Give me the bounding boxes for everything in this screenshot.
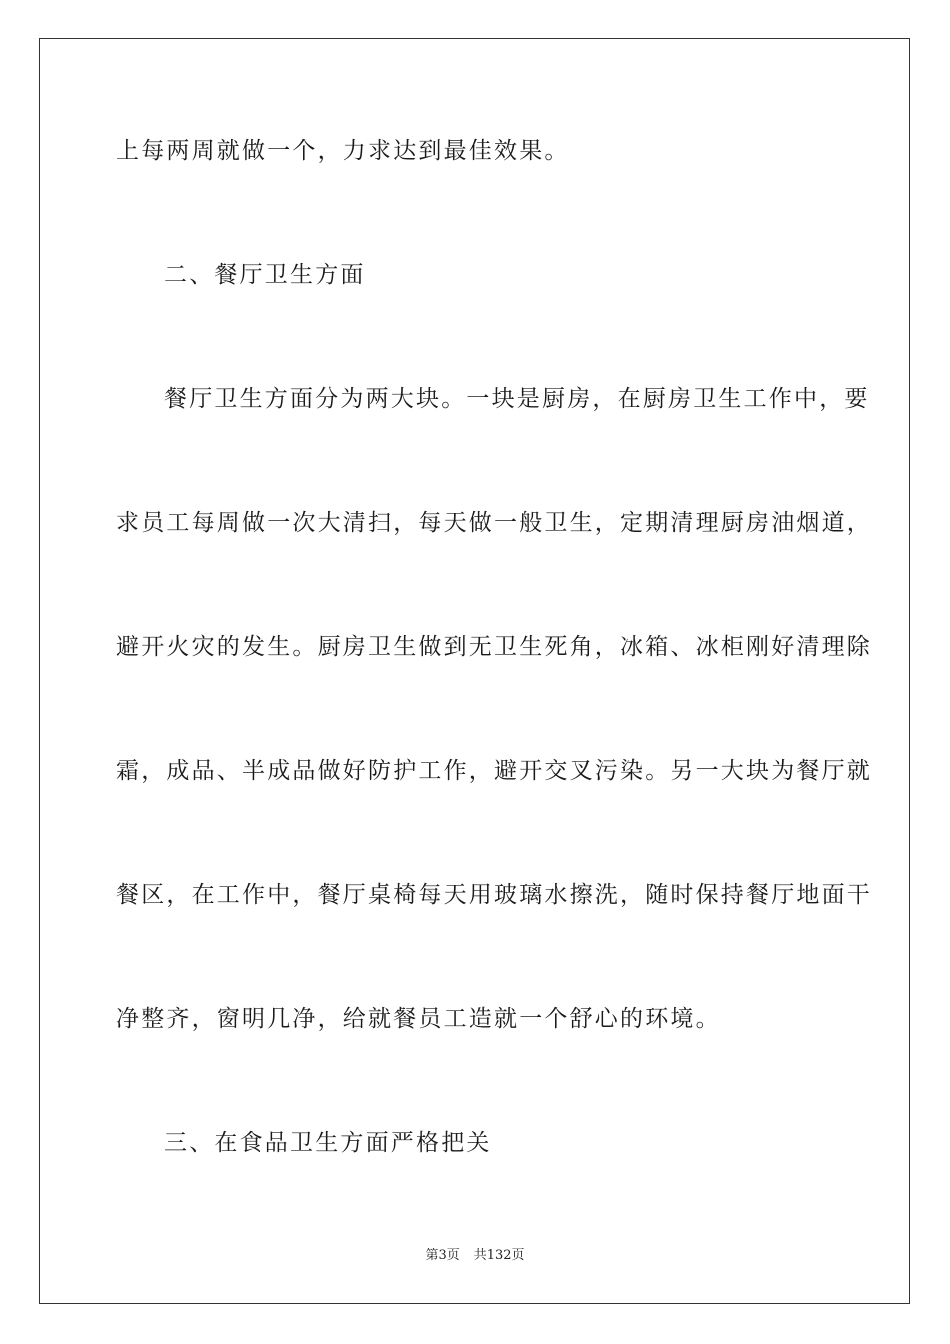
page-number-total: 共132页 bbox=[473, 1248, 525, 1263]
paragraph-line: 净整齐，窗明几净，给就餐员工造就一个舒心的环境。 bbox=[116, 1006, 721, 1032]
page-footer bbox=[0, 1247, 950, 1265]
paragraph-line: 餐区，在工作中，餐厅桌椅每天用玻璃水擦洗，随时保持餐厅地面干 bbox=[116, 882, 872, 908]
paragraph-line: 餐厅卫生方面分为两大块。一块是厨房，在厨房卫生工作中，要 bbox=[164, 386, 870, 412]
paragraph-line: 求员工每周做一次大清扫，每天做一般卫生，定期清理厨房油烟道， bbox=[116, 510, 872, 536]
section-heading: 二、餐厅卫生方面 bbox=[164, 262, 366, 288]
page-border bbox=[39, 38, 910, 1304]
section-heading: 三、在食品卫生方面严格把关 bbox=[164, 1130, 492, 1156]
page-number-current: 第3页 bbox=[425, 1248, 460, 1263]
paragraph-line: 避开火灾的发生。厨房卫生做到无卫生死角，冰箱、冰柜刚好清理除 bbox=[116, 634, 872, 660]
paragraph-line: 上每两周就做一个，力求达到最佳效果。 bbox=[116, 138, 570, 164]
paragraph-line: 霜，成品、半成品做好防护工作，避开交叉污染。另一大块为餐厅就 bbox=[116, 758, 872, 784]
